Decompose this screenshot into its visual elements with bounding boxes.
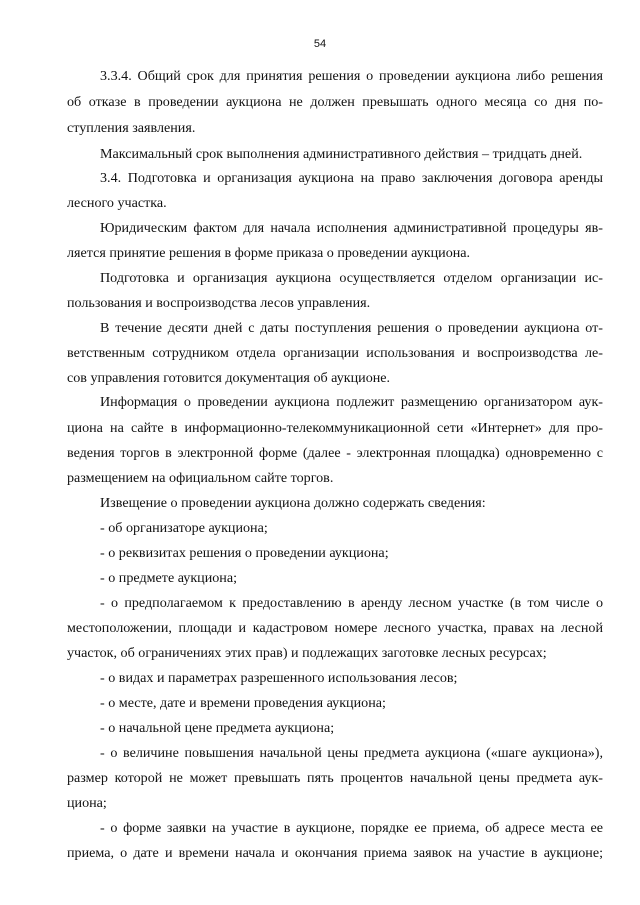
text-line: - о форме заявки на участие в аукционе, порядке ее приема, об адресе места ее bbox=[100, 820, 603, 836]
text-line: - о предполагаемом к предоставлению в аренду лесном участке (в том числе о bbox=[100, 595, 603, 611]
text-line: 3.4. Подготовка и организация аукциона на право заключения договора аренды bbox=[100, 170, 603, 186]
text-line: 3.3.4. Общий срок для принятия решения о проведении аукциона либо решения bbox=[100, 68, 603, 84]
text-line: Извещение о проведении аукциона должно содержать сведения: bbox=[100, 495, 486, 511]
text-line: - о видах и параметрах разрешенного использования лесов; bbox=[100, 670, 458, 686]
text-line: - о предмете аукциона; bbox=[100, 570, 238, 586]
text-line: циона; bbox=[67, 795, 107, 811]
text-line: - о реквизитах решения о проведении аукциона; bbox=[100, 545, 389, 561]
text-line: сов управления готовится документация об аукционе. bbox=[67, 370, 391, 386]
text-line: - о начальной цене предмета аукциона; bbox=[100, 720, 335, 736]
text-line: Информация о проведении аукциона подлежит размещению организатором аук- bbox=[100, 394, 603, 410]
text-line: приема, о дате и времени начала и окончания приема заявок на участие в аукционе; bbox=[67, 845, 603, 861]
text-line: размер которой не может превышать пять процентов начальной цены предмета аук- bbox=[67, 770, 603, 786]
text-line: местоположении, площади и кадастровом номере лесного участка, правах на лесной bbox=[67, 620, 603, 636]
text-line: В течение десяти дней с даты поступления решения о проведении аукциона от- bbox=[100, 320, 603, 336]
text-line: лесного участка. bbox=[67, 195, 167, 211]
text-line: Подготовка и организация аукциона осуществляется отделом организации ис- bbox=[100, 270, 603, 286]
text-line: ветственным сотрудником отдела организации использования и воспроизводства ле- bbox=[67, 345, 603, 361]
text-line: ведения торгов в электронной форме (далее - электронная площадка) одновременно с bbox=[67, 445, 603, 461]
text-line: ступления заявления. bbox=[67, 120, 196, 136]
text-line: размещением на официальном сайте торгов. bbox=[67, 470, 334, 486]
text-line: ляется принятие решения в форме приказа о проведении аукциона. bbox=[67, 245, 471, 261]
text-line: - о месте, дате и времени проведения аукциона; bbox=[100, 695, 386, 711]
text-line: пользования и воспроизводства лесов управления. bbox=[67, 295, 371, 311]
text-line: - об организаторе аукциона; bbox=[100, 520, 268, 536]
text-line: циона на сайте в информационно-телекоммуникационной сети «Интернет» для про- bbox=[67, 420, 603, 436]
page-number: 54 bbox=[313, 38, 327, 50]
text-line: об отказе в проведении аукциона не должен превышать одного месяца со дня по- bbox=[67, 94, 603, 110]
text-line: - о величине повышения начальной цены предмета аукциона («шаге аукциона»), bbox=[100, 745, 603, 761]
text-line: Юридическим фактом для начала исполнения административной процедуры яв- bbox=[100, 220, 603, 236]
text-line: участок, об ограничениях этих прав) и подлежащих заготовке лесных ресурсах; bbox=[67, 645, 547, 661]
text-line: Максимальный срок выполнения административного действия – тридцать дней. bbox=[100, 146, 583, 162]
